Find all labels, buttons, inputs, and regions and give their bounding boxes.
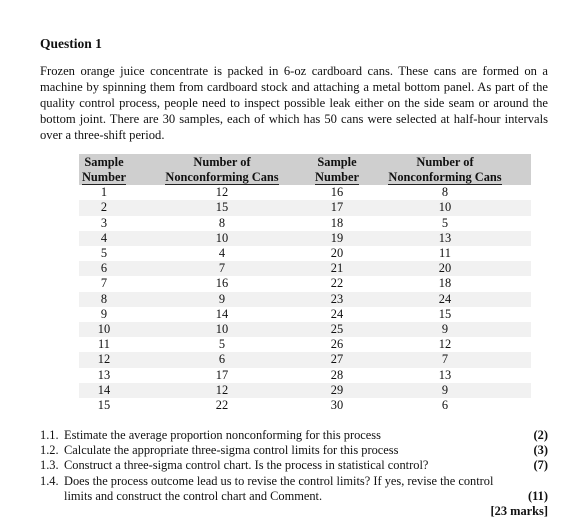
subquestion-number: 1.4. bbox=[40, 473, 59, 488]
table-cell: 5 bbox=[218, 337, 226, 352]
table-cell: 16 bbox=[215, 276, 229, 291]
subquestion-marks: (3) bbox=[533, 443, 548, 458]
table-cell: 12 bbox=[438, 337, 452, 352]
subquestion-text: Construct a three-sigma control chart. Is the process in statistical control? bbox=[64, 458, 429, 473]
table-body bbox=[79, 185, 531, 413]
table-cell: 9 bbox=[359, 383, 531, 398]
header-label: Number bbox=[315, 169, 360, 184]
table-cell: 30 bbox=[330, 398, 344, 413]
subquestion-1-2 bbox=[40, 443, 548, 458]
table-cell: 2 bbox=[79, 200, 129, 215]
table-row bbox=[79, 185, 531, 200]
table-cell: 18 bbox=[438, 276, 452, 291]
subquestion-text: Calculate the appropriate three-sigma control limits for this process bbox=[64, 443, 399, 458]
subquestion-text-wrap bbox=[40, 458, 526, 473]
table-row bbox=[79, 383, 531, 398]
table-row bbox=[79, 200, 531, 215]
table-cell: 14 bbox=[215, 306, 229, 321]
table-row bbox=[79, 368, 531, 383]
table-cell: 26 bbox=[330, 337, 344, 352]
table-cell: 4 bbox=[218, 246, 226, 260]
subquestion-number: 1.2. bbox=[40, 443, 59, 458]
table-cell: 7 bbox=[129, 261, 315, 276]
subquestions-list bbox=[40, 428, 548, 519]
table-cell: 11 bbox=[439, 246, 451, 260]
table-cell: 12 bbox=[79, 352, 129, 367]
table-cell: 22 bbox=[215, 398, 229, 413]
table-cell: 7 bbox=[359, 352, 531, 367]
table-cell: 9 bbox=[129, 292, 315, 307]
table-cell: 9 bbox=[100, 306, 108, 321]
table-row bbox=[79, 337, 531, 352]
table-row bbox=[79, 276, 531, 291]
table-cell: 28 bbox=[330, 367, 344, 382]
table-cell: 14 bbox=[79, 383, 129, 398]
subquestion-marks: (7) bbox=[533, 458, 548, 473]
subquestion-marks: (11) bbox=[528, 488, 548, 503]
table-cell: 24 bbox=[330, 306, 344, 321]
table-cell: 13 bbox=[359, 231, 531, 246]
table-cell: 19 bbox=[315, 231, 359, 246]
table-cell: 8 bbox=[218, 215, 226, 230]
header-label: Sample bbox=[317, 155, 357, 169]
table-row bbox=[79, 322, 531, 337]
header-nonconforming-cans-1 bbox=[129, 154, 315, 185]
table-row bbox=[79, 352, 531, 367]
table-cell: 18 bbox=[330, 215, 344, 230]
table-row bbox=[79, 246, 531, 261]
table-cell: 25 bbox=[315, 322, 359, 337]
subquestion-text-continued: limits and construct the control chart and Comment. bbox=[64, 488, 323, 503]
table-row bbox=[79, 216, 531, 231]
table-cell: 4 bbox=[79, 231, 129, 246]
table-cell: 24 bbox=[359, 292, 531, 307]
table-row bbox=[79, 307, 531, 322]
question-heading: Question 1 bbox=[40, 36, 102, 51]
table-row bbox=[79, 292, 531, 307]
table-cell: 12 bbox=[215, 185, 229, 200]
nonconforming-cans-table bbox=[79, 154, 531, 413]
header-sample-number-2 bbox=[315, 154, 359, 185]
table-cell: 13 bbox=[438, 367, 452, 382]
subquestion-text-wrap bbox=[40, 443, 526, 458]
table-cell: 22 bbox=[330, 276, 344, 291]
subquestion-text-wrap bbox=[40, 474, 548, 489]
header-label: Nonconforming Cans bbox=[388, 169, 502, 184]
subquestion-text: Does the process outcome lead us to revise the control limits? If yes, revise the control bbox=[64, 473, 494, 488]
table-cell: 9 bbox=[359, 322, 531, 337]
table-header-row bbox=[79, 154, 531, 185]
table-cell: 10 bbox=[129, 322, 315, 337]
table-cell: 15 bbox=[438, 306, 452, 321]
table-cell: 23 bbox=[315, 292, 359, 307]
subquestion-number: 1.1. bbox=[40, 428, 59, 442]
subquestion-number: 1.3. bbox=[40, 458, 59, 473]
header-sample-number-1 bbox=[79, 154, 129, 185]
table-cell: 5 bbox=[441, 215, 449, 230]
header-nonconforming-cans-2 bbox=[359, 154, 531, 185]
table-cell: 17 bbox=[215, 367, 229, 382]
header-label: Number of bbox=[416, 155, 474, 169]
header-label: Number bbox=[81, 169, 127, 184]
subquestion-marks: (2) bbox=[533, 428, 548, 442]
table-cell: 20 bbox=[359, 261, 531, 276]
header-label: Sample bbox=[84, 155, 124, 169]
subquestion-text-wrap bbox=[40, 428, 526, 443]
table-cell: 3 bbox=[100, 215, 108, 230]
table-cell: 8 bbox=[79, 292, 129, 307]
table-cell: 21 bbox=[315, 261, 359, 276]
table-cell: 6 bbox=[79, 261, 129, 276]
table-cell: 11 bbox=[98, 337, 110, 352]
header-label: Number of bbox=[193, 155, 251, 169]
data-table-container bbox=[79, 154, 531, 413]
header-label: Nonconforming Cans bbox=[165, 169, 279, 184]
subquestion-1-4-continuation bbox=[40, 489, 548, 504]
table-cell: 15 bbox=[129, 200, 315, 215]
table-cell: 6 bbox=[441, 398, 449, 413]
subquestion-text: Estimate the average proportion nonconforming for this process bbox=[64, 428, 381, 442]
table-row bbox=[79, 231, 531, 246]
table-cell: 20 bbox=[330, 246, 344, 260]
table-cell: 1 bbox=[100, 185, 108, 200]
subquestion-1-4 bbox=[40, 474, 548, 489]
table-cell: 16 bbox=[330, 185, 344, 200]
table-cell: 15 bbox=[97, 398, 111, 413]
table-cell: 10 bbox=[79, 322, 129, 337]
table-cell: 17 bbox=[315, 200, 359, 215]
total-marks: [23 marks] bbox=[490, 504, 548, 519]
table-row bbox=[79, 398, 531, 413]
table-cell: 8 bbox=[441, 185, 449, 200]
table-cell: 13 bbox=[97, 367, 111, 382]
table-row bbox=[79, 261, 531, 276]
table-cell: 12 bbox=[129, 383, 315, 398]
question-intro-paragraph: Frozen orange juice concentrate is packed in 6-oz cardboard cans. These cans are formed on a machine by spinning them from cardboard stock and attaching a metal bottom panel. As part of the quality control process, people need to inspect possible leak either on the side seam or around the bottom joint. There are 30 samples, each of which has 50 cans were selected at half-hour intervals over a three-shift period. bbox=[40, 64, 548, 142]
table-cell: 5 bbox=[100, 246, 108, 260]
subquestion-1-3 bbox=[40, 458, 548, 473]
table-cell: 6 bbox=[129, 352, 315, 367]
table-cell: 10 bbox=[359, 200, 531, 215]
table-cell: 29 bbox=[315, 383, 359, 398]
table-cell: 10 bbox=[129, 231, 315, 246]
subquestion-1-1 bbox=[40, 428, 548, 443]
table-cell: 7 bbox=[100, 276, 108, 291]
table-cell: 27 bbox=[315, 352, 359, 367]
